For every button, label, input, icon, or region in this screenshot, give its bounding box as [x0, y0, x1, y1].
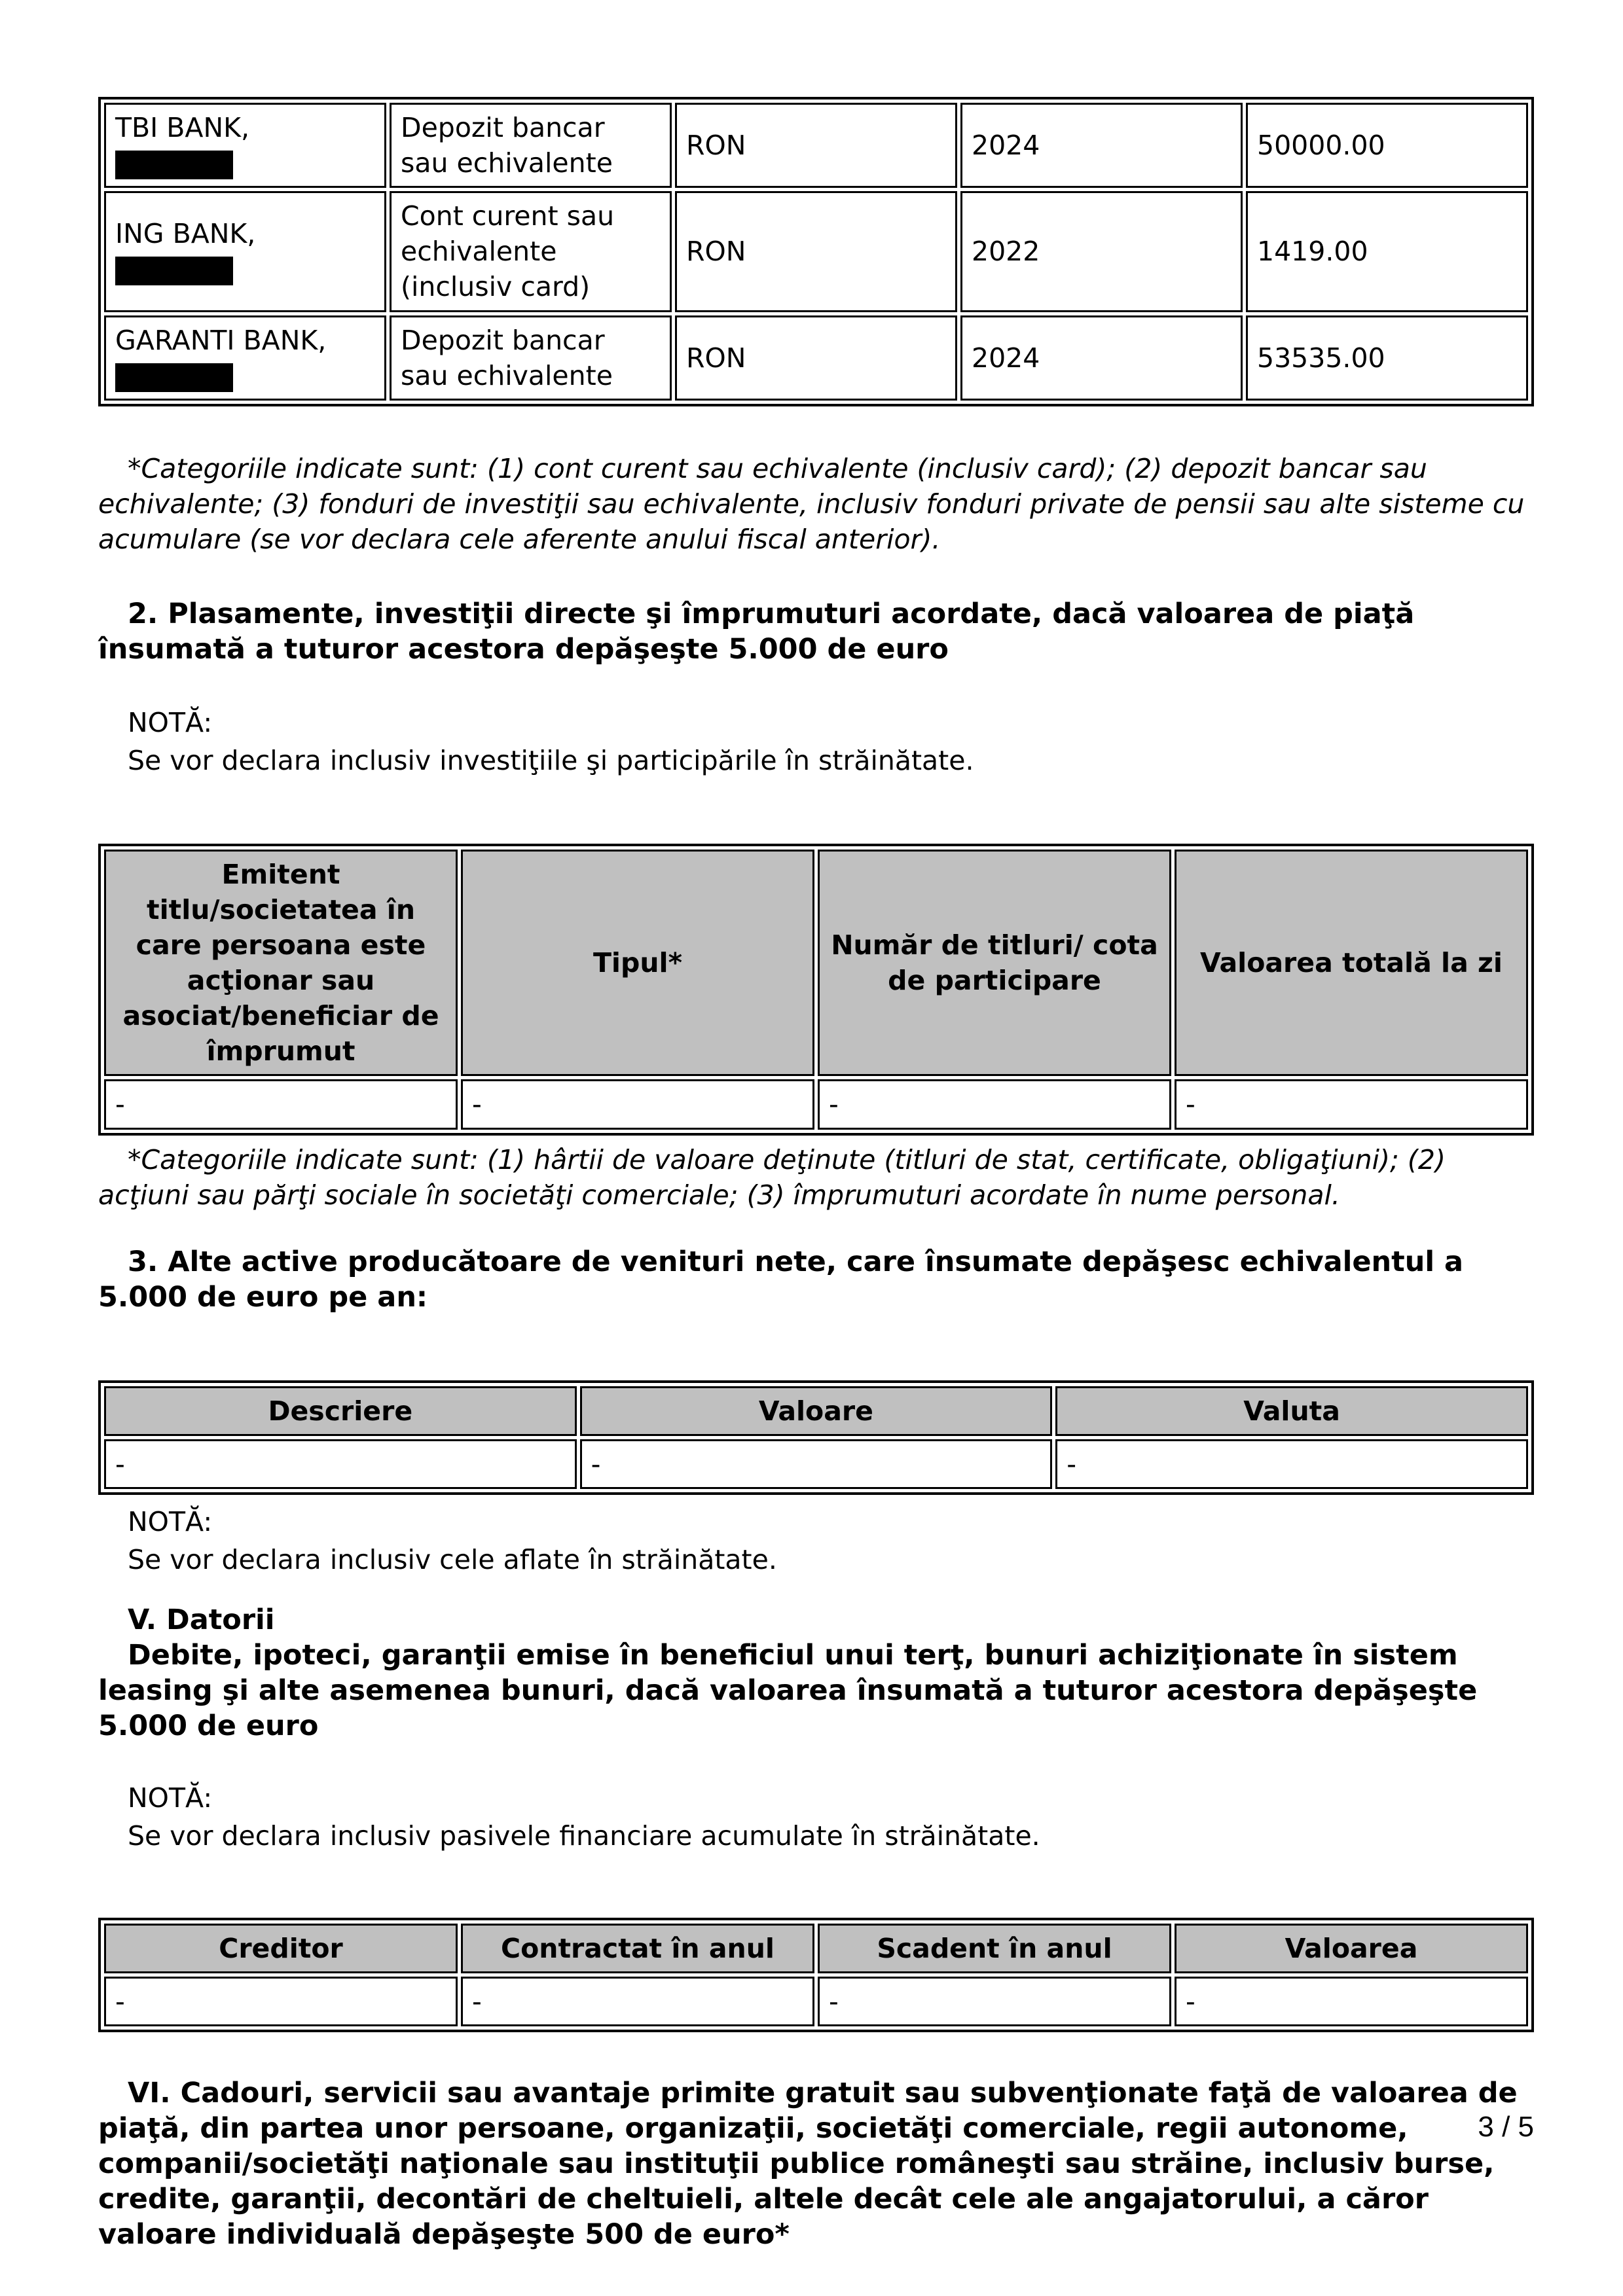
- section-5-title: V. Datorii: [128, 1603, 275, 1636]
- column-header: Descriere: [104, 1386, 577, 1436]
- column-header: Valuta: [1055, 1386, 1528, 1436]
- column-header: Valoarea: [1175, 1924, 1528, 1973]
- nota-label: NOTĂ:: [128, 1782, 213, 1814]
- amount-cell: 53535.00: [1246, 315, 1528, 401]
- amount-cell: 1419.00: [1246, 191, 1528, 312]
- section-5-heading: Debite, ipoteci, garanţii emise în beneficiul unui terţ, bunuri achiziţionate în sistem leasing şi alte asemenea bunuri, dacă valoarea însumată a tuturor acestora depăşeşte 5.000 de euro: [98, 1638, 1478, 1742]
- column-header: Valoare: [580, 1386, 1053, 1436]
- year-cell: 2024: [960, 103, 1243, 188]
- table-row: [104, 315, 1528, 401]
- redacted-block: [115, 257, 233, 285]
- table-cell: -: [818, 1079, 1171, 1129]
- debts-table: [98, 1918, 1534, 2032]
- column-header: Scadent în anul: [818, 1924, 1171, 1973]
- institution-name: TBI BANK,: [115, 112, 250, 143]
- nota-label: NOTĂ:: [128, 1505, 213, 1537]
- table-cell: -: [580, 1439, 1053, 1489]
- table-cell: -: [1175, 1079, 1528, 1129]
- table-header-row: [104, 850, 1528, 1077]
- table-cell: -: [1175, 1977, 1528, 2026]
- currency-cell: RON: [675, 103, 957, 188]
- table-header-row: [104, 1386, 1528, 1436]
- other-assets-table: [98, 1380, 1534, 1495]
- column-header: Emitent titlu/societatea în care persoana este acţionar sau asociat/beneficiar de împrumut: [104, 850, 458, 1077]
- column-header: Valoarea totală la zi: [1175, 850, 1528, 1077]
- institution-name: ING BANK,: [115, 218, 256, 250]
- table-header-row: [104, 1924, 1528, 1973]
- table-row: [104, 1079, 1528, 1129]
- column-header: Tipul*: [461, 850, 814, 1077]
- document-page: [98, 97, 1534, 2252]
- year-cell: 2022: [960, 191, 1243, 312]
- nota-text: Se vor declara inclusiv investiţiile şi participările în străinătate.: [128, 744, 974, 776]
- table-cell: -: [1055, 1439, 1528, 1489]
- section-2-heading: 2. Plasamente, investiţii directe şi împrumuturi acordate, dacă valoarea de piaţă însumată a tuturor acestora depăşeşte 5.000 de euro: [98, 597, 1415, 666]
- year-cell: 2024: [960, 315, 1243, 401]
- table-row: [104, 103, 1528, 188]
- section-6-heading: VI. Cadouri, servicii sau avantaje primite gratuit sau subvenţionate faţă de valoarea de piaţă, din partea unor persoane, organizaţii, societăţi comerciale, regii autonome, companii/societăţi naţionale sau instituţii publice româneşti sau străine, inclusiv burse, credite, garanţii, decontări de cheltuieli, altele decât cele ale angajatorului, a căror valoare individuală depăşeşte 500 de euro*: [98, 2076, 1518, 2251]
- nota-label: NOTĂ:: [128, 706, 213, 738]
- bank-accounts-table: [98, 97, 1534, 406]
- table-cell: -: [461, 1977, 814, 2026]
- column-header: Creditor: [104, 1924, 458, 1973]
- table-cell: -: [461, 1079, 814, 1129]
- nota-text: Se vor declara inclusiv cele aflate în străinătate.: [128, 1543, 777, 1575]
- institution-name: GARANTI BANK,: [115, 324, 327, 356]
- institution-cell: [104, 191, 386, 312]
- investments-table: [98, 844, 1534, 1136]
- amount-cell: 50000.00: [1246, 103, 1528, 188]
- currency-cell: RON: [675, 191, 957, 312]
- column-header: Număr de titluri/ cota de participare: [818, 850, 1171, 1077]
- section-3-heading: 3. Alte active producătoare de venituri nete, care însumate depăşesc echivalentul a 5.000 de euro pe an:: [98, 1245, 1464, 1314]
- redacted-block: [115, 363, 233, 392]
- table-row: [104, 191, 1528, 312]
- category-cell: Depozit bancar sau echivalente: [390, 103, 672, 188]
- institution-cell: [104, 315, 386, 401]
- table-cell: -: [104, 1079, 458, 1129]
- category-cell: Cont curent sau echivalente (inclusiv card): [390, 191, 672, 312]
- redacted-block: [115, 151, 233, 179]
- column-header: Contractat în anul: [461, 1924, 814, 1973]
- currency-cell: RON: [675, 315, 957, 401]
- institution-cell: [104, 103, 386, 188]
- table-cell: -: [104, 1439, 577, 1489]
- table-row: [104, 1977, 1528, 2026]
- category-cell: Depozit bancar sau echivalente: [390, 315, 672, 401]
- table-cell: -: [818, 1977, 1171, 2026]
- table-row: [104, 1439, 1528, 1489]
- nota-text: Se vor declara inclusiv pasivele financiare acumulate în străinătate.: [128, 1820, 1040, 1852]
- table-cell: -: [104, 1977, 458, 2026]
- investments-footnote: *Categoriile indicate sunt: (1) hârtii de valoare deţinute (titluri de stat, certificate, obligaţiuni); (2) acţiuni sau părţi sociale în societăţi comerciale; (3) împrumuturi acordate în nume personal.: [98, 1143, 1446, 1211]
- page-number: 3 / 5: [1478, 2111, 1534, 2143]
- bank-categories-footnote: *Categoriile indicate sunt: (1) cont curent sau echivalente (inclusiv card); (2) depozit bancar sau echivalente; (3) fonduri de investiţii sau echivalente, inclusiv fonduri private de pensii sau alte sisteme cu acumulare (se vor declara cele aferente anului fiscal anterior).: [98, 452, 1525, 555]
